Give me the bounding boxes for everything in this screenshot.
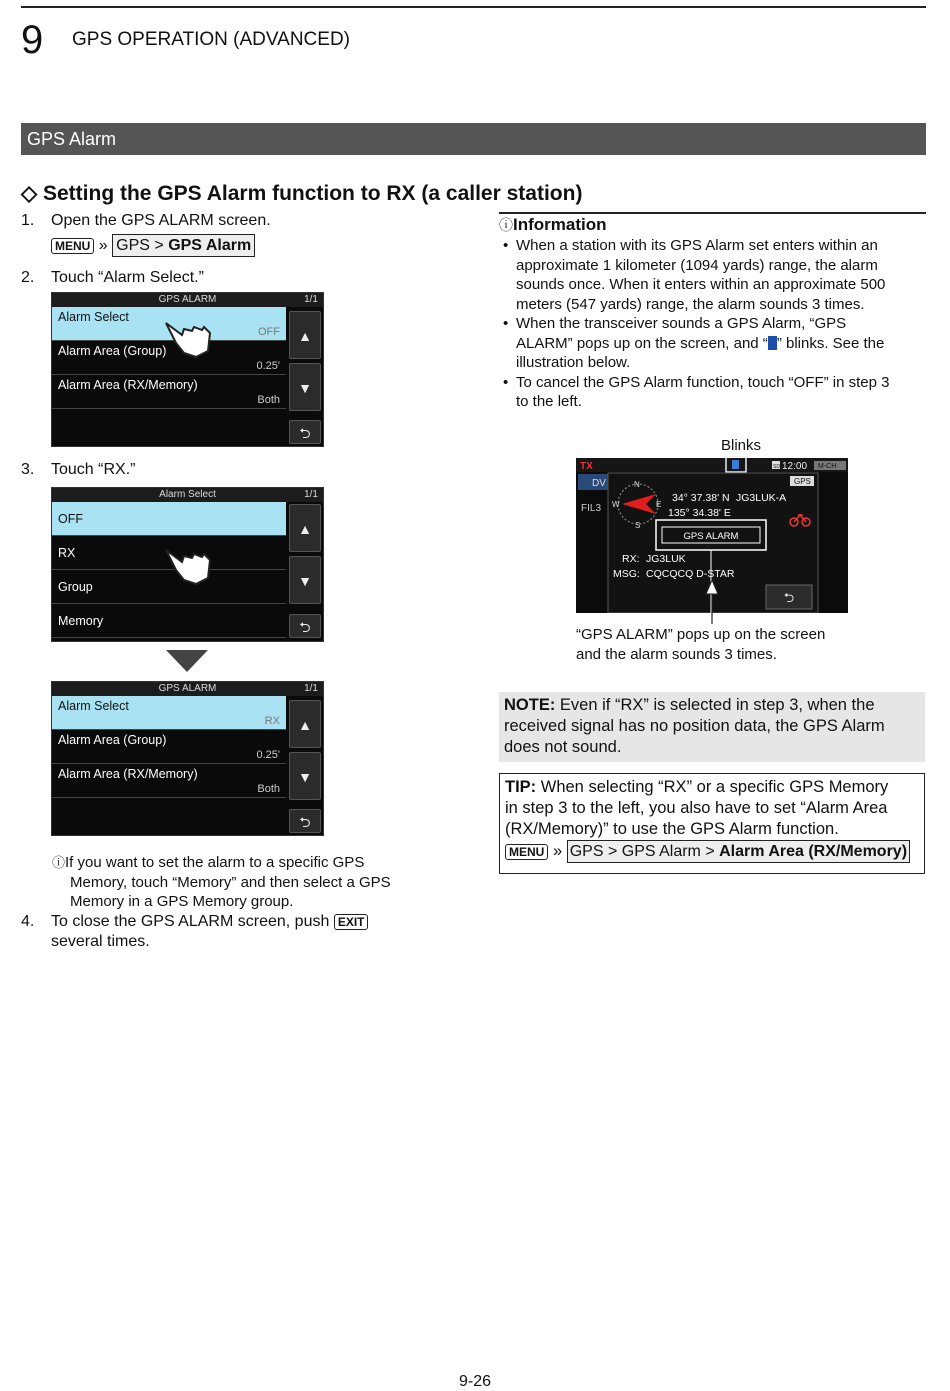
pointer-arrow-icon — [700, 580, 724, 624]
page-number: 9-26 — [458, 1373, 492, 1390]
step-1-text: Open the GPS ALARM screen. — [51, 212, 271, 229]
illustration-caption: “GPS ALARM” pops up on the screen and the alarm sounds 3 times. — [576, 626, 826, 663]
exit-key: EXIT — [334, 914, 369, 930]
step-2-text: Touch “Alarm Select.” — [51, 269, 204, 286]
back-button[interactable]: ⮌ — [289, 420, 321, 444]
info-icon: ⓘ — [499, 217, 513, 233]
step-1-number: 1. — [21, 212, 35, 229]
callsign: JG3LUK-A — [736, 492, 787, 504]
gps-tag: GPS — [794, 477, 811, 486]
information-title: ⓘInformation — [499, 215, 607, 234]
alarm-area-group-row[interactable]: Alarm Area (Group) 0.25' — [52, 730, 286, 764]
rx-label: RX: — [622, 553, 640, 565]
subheading: ◇ Setting the GPS Alarm function to RX (a caller station) — [21, 182, 583, 205]
rx-call: JG3LUK — [646, 553, 686, 565]
fil-label: FIL3 — [581, 503, 602, 514]
alarm-select-screen — [51, 487, 324, 642]
back-button[interactable]: ⮌ — [289, 614, 321, 638]
arrow: » — [552, 842, 563, 860]
step-3-number: 3. — [21, 461, 35, 478]
info-bullet-2: • When the transceiver sounds a GPS Alarm, “GPS ALARM” pops up on the screen, and “ ” blinks. See the illustration below. — [503, 315, 885, 371]
down-triangle-icon — [166, 650, 208, 672]
hand-pointer-icon — [162, 317, 214, 359]
scroll-down-button[interactable]: ▼ — [289, 752, 321, 800]
option-off[interactable]: OFF — [52, 502, 286, 536]
tip-menu-path: GPS > GPS Alarm > Alarm Area (RX/Memory) — [567, 840, 910, 863]
compass-n: N — [634, 480, 640, 489]
note-box: NOTE: Even if “RX” is selected in step 3, when the received signal has no position data, the GPS Alarm does not sound. — [499, 692, 925, 762]
clock: 12:00 — [782, 461, 808, 472]
info-bullet-3: • To cancel the GPS Alarm function, touch “OFF” in step 3 to the left. — [503, 373, 890, 410]
signal-icon — [768, 336, 777, 350]
compass-s: S — [635, 521, 641, 530]
signal-icon — [732, 460, 739, 469]
top-rule — [21, 6, 926, 8]
hand-pointer-icon — [162, 544, 214, 588]
msg-text: CQCQCQ D-STAR — [646, 568, 735, 580]
option-group[interactable]: Group — [52, 570, 286, 604]
gps-alarm-screen-1 — [51, 292, 324, 447]
scroll-up-button[interactable]: ▲ — [289, 504, 321, 552]
gps-alarm-screen-2 — [51, 681, 324, 836]
alarm-area-rx-memory-row[interactable]: Alarm Area (RX/Memory) Both — [52, 764, 286, 798]
screen-header: Alarm Select 1/1 — [52, 488, 323, 502]
step-2-number: 2. — [21, 269, 35, 286]
step-4-text: To close the GPS ALARM screen, push EXIT several times. — [51, 912, 368, 951]
gps-alarm-popup: GPS ALARM — [683, 531, 739, 542]
menu-key: MENU — [51, 238, 94, 254]
info-rule — [499, 212, 926, 214]
latitude: 34° 37.38' N — [672, 492, 730, 504]
compass-w: W — [612, 500, 620, 509]
alarm-select-row[interactable]: Alarm Select RX — [52, 696, 286, 730]
screen-header: GPS ALARM 1/1 — [52, 293, 323, 307]
tx-indicator: TX — [580, 461, 593, 472]
back-button: ⮌ — [783, 591, 795, 606]
chapter-number: 9 — [21, 18, 44, 62]
back-button[interactable]: ⮌ — [289, 809, 321, 833]
information-list — [503, 236, 923, 412]
chapter-title: GPS OPERATION (ADVANCED) — [72, 29, 350, 50]
sd-icon: SD — [773, 464, 780, 470]
option-memory[interactable]: Memory — [52, 604, 286, 638]
alarm-area-group-row[interactable]: Alarm Area (Group) 0.25' — [52, 341, 286, 375]
step-1-path — [51, 234, 255, 257]
tip-box: TIP: When selecting “RX” or a specific GPS Memory in step 3 to the left, you also have to set “Alarm Area (RX/Memory)” to use the GPS Alarm function. MENU » GPS > GPS Alarm > Alarm Area (RX/Memory) — [499, 773, 925, 874]
step-4-number: 4. — [21, 913, 35, 930]
blinks-label: Blinks — [721, 437, 762, 454]
step-3-text: Touch “RX.” — [51, 461, 136, 478]
alarm-area-rx-memory-row[interactable]: Alarm Area (RX/Memory) Both — [52, 375, 286, 409]
info-icon: ⓘ — [52, 855, 66, 870]
msg-label: MSG: — [613, 568, 640, 580]
alarm-select-row[interactable]: Alarm Select OFF — [52, 307, 286, 341]
step-3-info: ⓘIf you want to set the alarm to a specific GPS Memory, touch “Memory” and then select a GPS Memory in a GPS Memory group. — [52, 854, 391, 910]
section-title: GPS Alarm — [21, 123, 926, 155]
longitude: 135° 34.38' E — [668, 507, 731, 519]
scroll-down-button[interactable]: ▼ — [289, 363, 321, 411]
dv-mode: DV — [592, 478, 606, 489]
screen-header: GPS ALARM 1/1 — [52, 682, 323, 696]
scroll-up-button[interactable]: ▲ — [289, 700, 321, 748]
arrow: » — [98, 237, 108, 254]
option-rx[interactable]: RX — [52, 536, 286, 570]
scroll-down-button[interactable]: ▼ — [289, 556, 321, 604]
info-bullet-1: • When a station with its GPS Alarm set enters within an approximate 1 kilometer (1094 yards) range, the alarm sounds once. When it enters within an approximate 500 meters (547 yards) range, the alarm sounds 3 times. — [503, 237, 886, 313]
menu-key: MENU — [505, 844, 548, 860]
mch-badge: M-CH — [818, 463, 837, 470]
compass-e: E — [656, 500, 662, 509]
menu-path: GPS > GPS Alarm — [112, 234, 255, 257]
scroll-up-button[interactable]: ▲ — [289, 311, 321, 359]
